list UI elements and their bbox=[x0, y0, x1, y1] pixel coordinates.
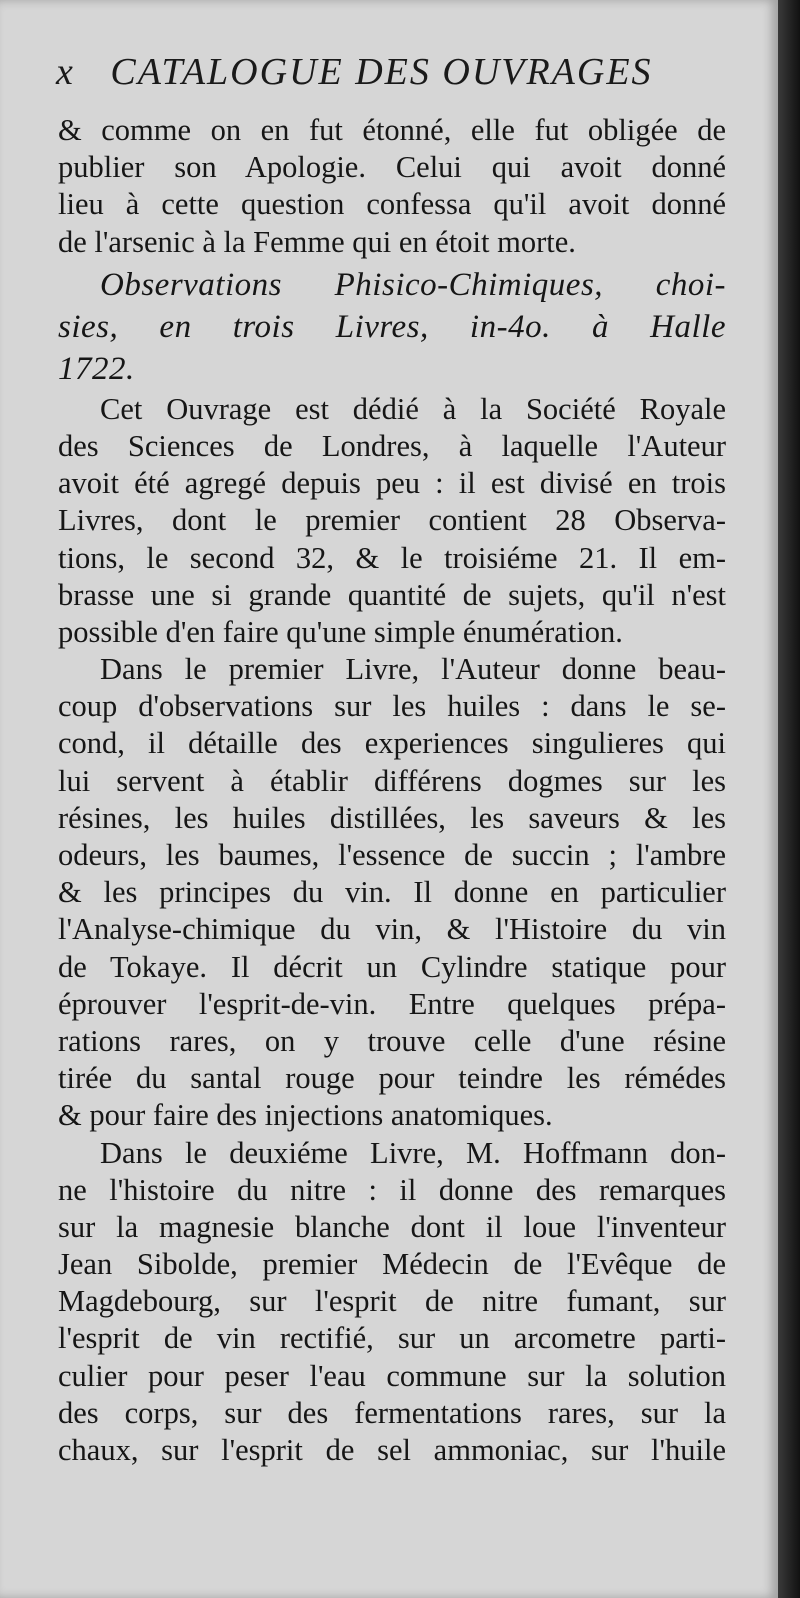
page-edge-shadow bbox=[778, 0, 800, 1598]
text-line: culier pour peser l'eau commune sur la solution bbox=[58, 1358, 726, 1393]
book-title-entry bbox=[58, 267, 726, 391]
text-line: de l'arsenic à la Femme qui en étoit morte. bbox=[58, 224, 576, 259]
text-line: brasse une si grande quantité de sujets, qu'il n'est bbox=[58, 577, 726, 612]
text-line: & les principes du vin. Il donne en particulier bbox=[58, 875, 726, 910]
text-line: tions, le second 32, & le troisiéme 21. Il em- bbox=[58, 540, 726, 575]
text-line: de Tokaye. Il décrit un Cylindre statique pour bbox=[58, 949, 726, 984]
text-line: & comme on en fut étonné, elle fut obligée de bbox=[58, 113, 726, 147]
running-header bbox=[56, 50, 653, 94]
text-line: des Sciences de Londres, à laquelle l'Auteur bbox=[58, 428, 726, 463]
text-line: résines, les huiles distillées, les saveurs & les bbox=[58, 800, 726, 835]
page-folio: x bbox=[56, 51, 75, 93]
text-line: lieu à cette question confessa qu'il avoit donné bbox=[58, 187, 726, 222]
text-line: cond, il détaille des experiences singulieres qui bbox=[58, 726, 726, 761]
text-line: Dans le premier Livre, l'Auteur donne beau- bbox=[100, 652, 726, 687]
text-line: des corps, sur des fermentations rares, sur la bbox=[58, 1395, 726, 1430]
text-line: Jean Sibolde, premier Médecin de l'Evêque de bbox=[58, 1247, 726, 1282]
text-line: Observations Phisico-Chimiques, choi- bbox=[100, 266, 726, 303]
text-line: Livres, dont le premier contient 28 Observa- bbox=[58, 503, 726, 538]
text-line: avoit été agregé depuis peu : il est divisé en trois bbox=[58, 466, 726, 501]
text-line: l'esprit de vin rectifié, sur un arcometre parti- bbox=[58, 1321, 726, 1356]
text-line: tirée du santal rouge pour teindre les rémédes bbox=[58, 1061, 726, 1096]
text-line: Dans le deuxiéme Livre, M. Hoffmann don- bbox=[100, 1135, 726, 1170]
text-line: 1722. bbox=[58, 350, 135, 387]
text-line: lui servent à établir différens dogmes sur les bbox=[58, 763, 726, 798]
paragraph bbox=[58, 391, 726, 651]
text-line: publier son Apologie. Celui qui avoit donné bbox=[58, 150, 726, 185]
text-line: éprouver l'esprit-de-vin. Entre quelques prépa- bbox=[58, 986, 726, 1021]
text-line: Magdebourg, sur l'esprit de nitre fumant, sur bbox=[58, 1284, 726, 1319]
paragraph bbox=[58, 1135, 726, 1470]
text-line: coup d'observations sur les huiles : dans le se- bbox=[58, 689, 726, 724]
paragraph bbox=[58, 651, 726, 1134]
text-line: Cet Ouvrage est dédié à la Société Royale bbox=[100, 391, 726, 426]
text-line: sies, en trois Livres, in-4o. à Halle bbox=[58, 308, 726, 345]
text-line: odeurs, les baumes, l'essence de succin ; l'ambre bbox=[58, 838, 726, 872]
text-line: chaux, sur l'esprit de sel ammoniac, sur l'huile bbox=[58, 1433, 726, 1467]
paragraph bbox=[58, 112, 726, 261]
text-line: possible d'en faire qu'une simple énumération. bbox=[58, 614, 623, 649]
text-line: sur la magnesie blanche dont il loue l'inventeur bbox=[58, 1209, 726, 1244]
running-title: CATALOGUE DES OUVRAGES bbox=[110, 51, 653, 93]
text-line: l'Analyse-chimique du vin, & l'Histoire du vin bbox=[58, 912, 726, 947]
text-line: rations rares, on y trouve celle d'une résine bbox=[58, 1023, 726, 1058]
text-line: ne l'histoire du nitre : il donne des remarques bbox=[58, 1172, 726, 1207]
body-text bbox=[58, 112, 726, 1469]
text-line: & pour faire des injections anatomiques. bbox=[58, 1098, 553, 1133]
